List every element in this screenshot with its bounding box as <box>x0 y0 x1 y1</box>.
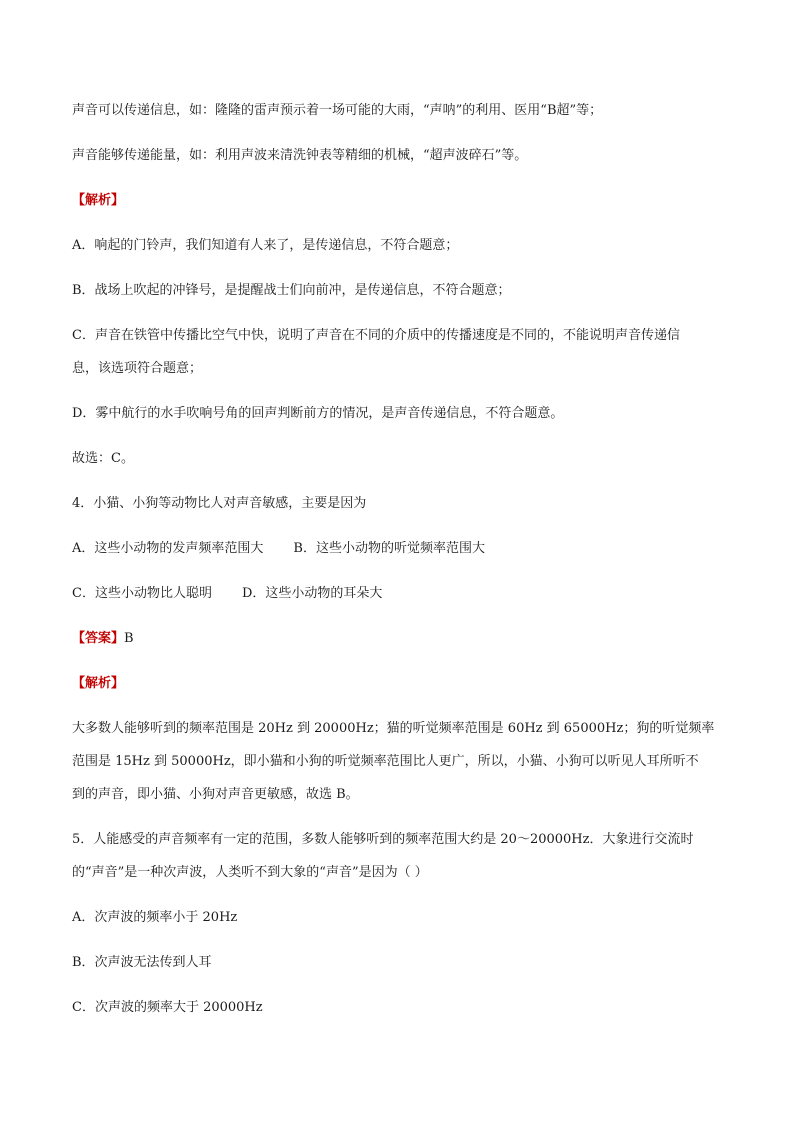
q4-option-b: B．这些小动物的听觉频率范围大 <box>293 541 485 556</box>
analysis-text: 大多数人能够听到的频率范围是 20Hz 到 20000Hz；猫的听觉频率范围是 60Hz 到 65000Hz；狗的听觉频率 <box>72 721 715 736</box>
answer-value: B <box>124 631 134 646</box>
q4-option-d: D．这些小动物的耳朵大 <box>241 586 383 601</box>
option-c-analysis-cont: 息，该选项符合题意； <box>72 361 203 376</box>
analysis-label: 【解析】 <box>72 676 125 691</box>
option-a-analysis: A．响起的门铃声，我们知道有人来了，是传递信息，不符合题意； <box>72 238 459 253</box>
q5-option-c: C．次声波的频率大于 20000Hz <box>72 1000 263 1015</box>
analysis-text: 范围是 15Hz 到 50000Hz，即小猫和小狗的听觉频率范围比人更广，所以，小猫、小狗可以听见人耳所听不 <box>72 754 699 769</box>
answer-choice: 故选：C。 <box>72 451 134 466</box>
option-d-analysis: D．雾中航行的水手吹响号角的回声判断前方的情况，是声音传递信息，不符合题意。 <box>72 406 564 421</box>
question-5-cont: 的“声音”是一种次声波，人类听不到大象的“声音”是因为（ ） <box>72 865 428 880</box>
answer-label: 【答案】 <box>72 631 125 646</box>
analysis-label: 【解析】 <box>72 193 125 208</box>
option-c-analysis: C．声音在铁管中传播比空气中快，说明了声音在不同的介质中的传播速度是不同的，不能说明声音传递信 <box>72 328 680 343</box>
q5-option-a: A．次声波的频率小于 20Hz <box>72 910 238 925</box>
answer-line <box>72 630 134 648</box>
option-b-analysis: B．战场上吹起的冲锋号，是提醒战士们向前冲，是传递信息，不符合题意； <box>72 283 511 298</box>
text-line: 声音可以传递信息，如：隆隆的雷声预示着一场可能的大雨，“声呐”的利用、医用“B超”等； <box>72 103 603 118</box>
q5-option-b: B．次声波无法传到人耳 <box>72 955 212 970</box>
question-4: 4．小猫、小狗等动物比人对声音敏感，主要是因为 <box>72 496 367 511</box>
question-5: 5．人能感受的声音频率有一定的范围，多数人能够听到的频率范围大约是 20～20000Hz．大象进行交流时 <box>72 832 694 847</box>
text-line: 声音能够传递能量，如：利用声波来清洗钟表等精细的机械，“超声波碎石”等。 <box>72 148 528 163</box>
q4-option-a: A．这些小动物的发声频率范围大 <box>72 541 264 556</box>
q4-options-cd <box>72 585 382 603</box>
analysis-text: 到的声音，即小猫、小狗对声音更敏感，故选 B。 <box>72 787 359 802</box>
q4-options-ab <box>72 540 485 558</box>
q4-option-c: C．这些小动物比人聪明 <box>72 586 212 601</box>
